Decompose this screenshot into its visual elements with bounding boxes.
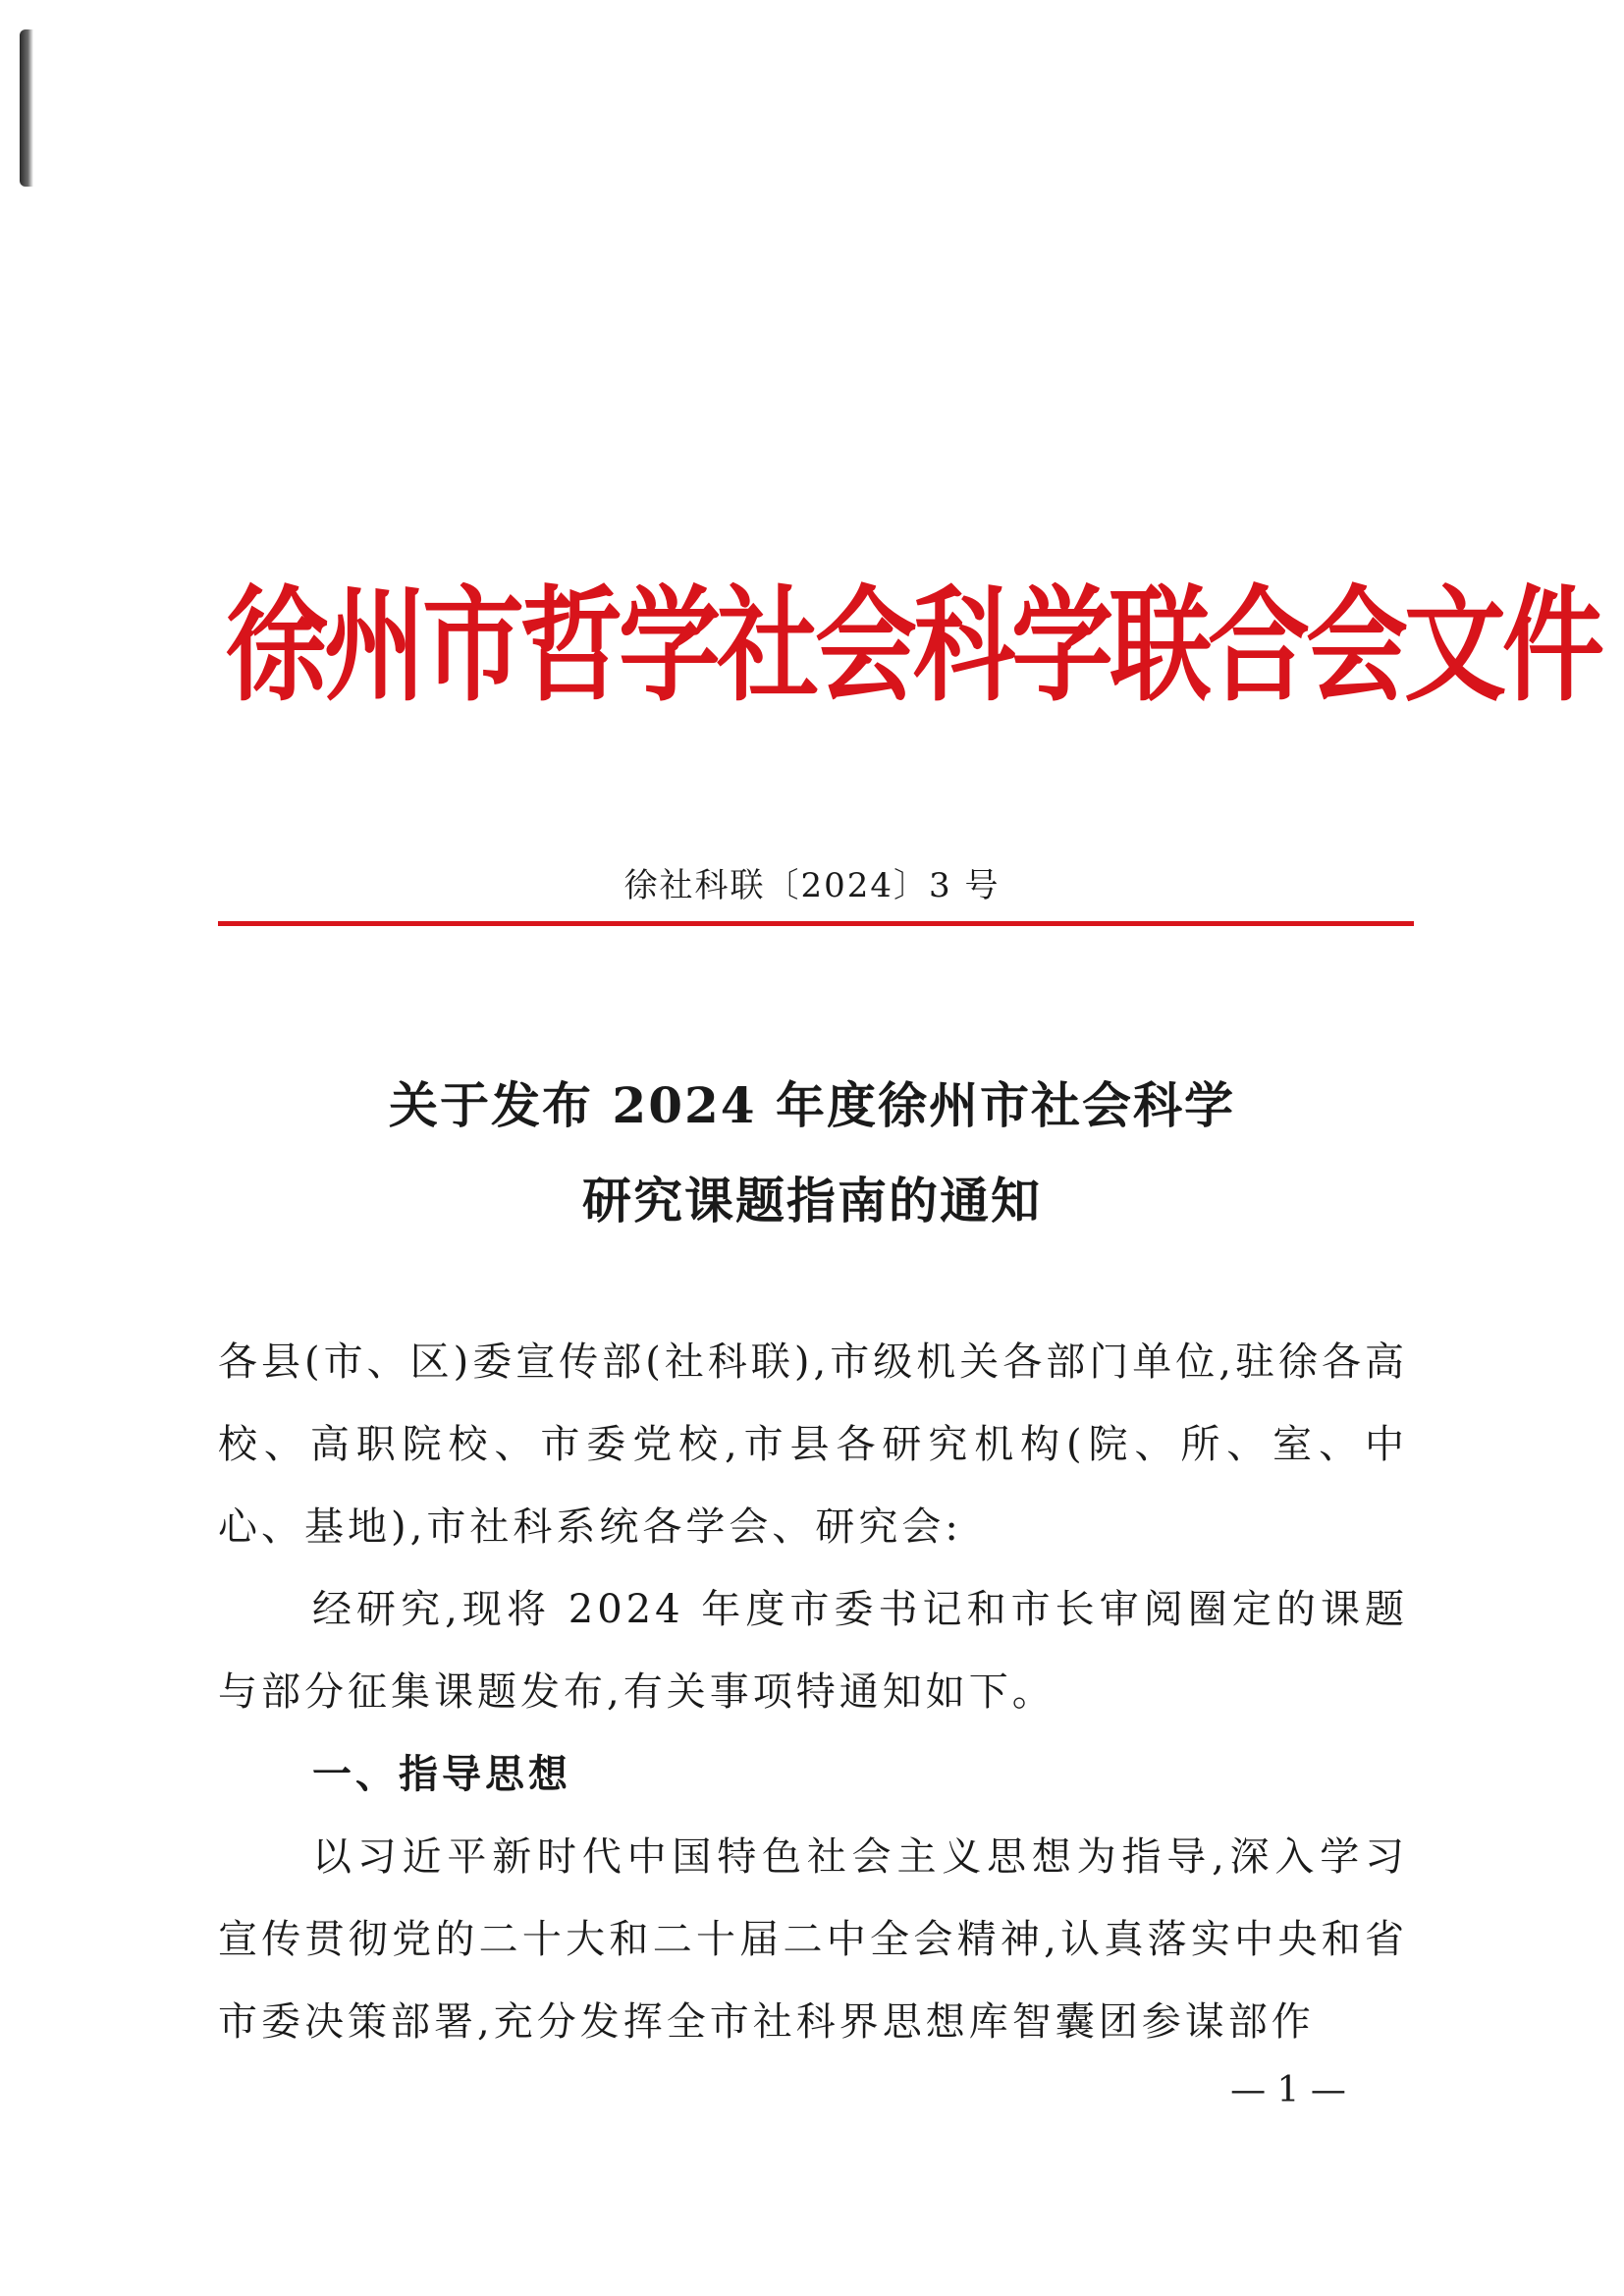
addressee-paragraph: 各县(市、区)委宣传部(社科联),市级机关各部门单位,驻徐各高校、高职院校、市委党校,市县各研究机构(院、所、室、中心、基地),市社科系统各学会、研究会: [218,1339,1408,1550]
red-divider-line [218,921,1414,926]
intro-paragraph: 经研究,现将 2024 年度市委书记和市长审阅圈定的课题与部分征集课题发布,有关事项特通知如下。 [218,1587,1408,1715]
guiding-ideology-paragraph: 以习近平新时代中国特色社会主义思想为指导,深入学习宣传贯彻党的二十大和二十届二中全会精神,认真落实中央和省市委决策部署,充分发挥全市社科界思想库智囊团参谋部作 [218,1834,1408,2045]
red-masthead: 徐州市哲学社会科学联合会文件 [226,573,1601,719]
section-heading-guiding-ideology: 一、指导思想 [312,1752,571,1797]
document-number: 徐社科联〔2024〕3 号 [623,866,1001,905]
notice-title-line-2: 研究课题指南的通知 [582,1172,1042,1230]
scan-edge-shadow [20,29,33,187]
notice-title-line-1: 关于发布 2024 年度徐州市社会科学 [389,1076,1235,1134]
notice-body [218,1321,1408,2063]
page-number: — 1 — [1230,2070,1346,2110]
